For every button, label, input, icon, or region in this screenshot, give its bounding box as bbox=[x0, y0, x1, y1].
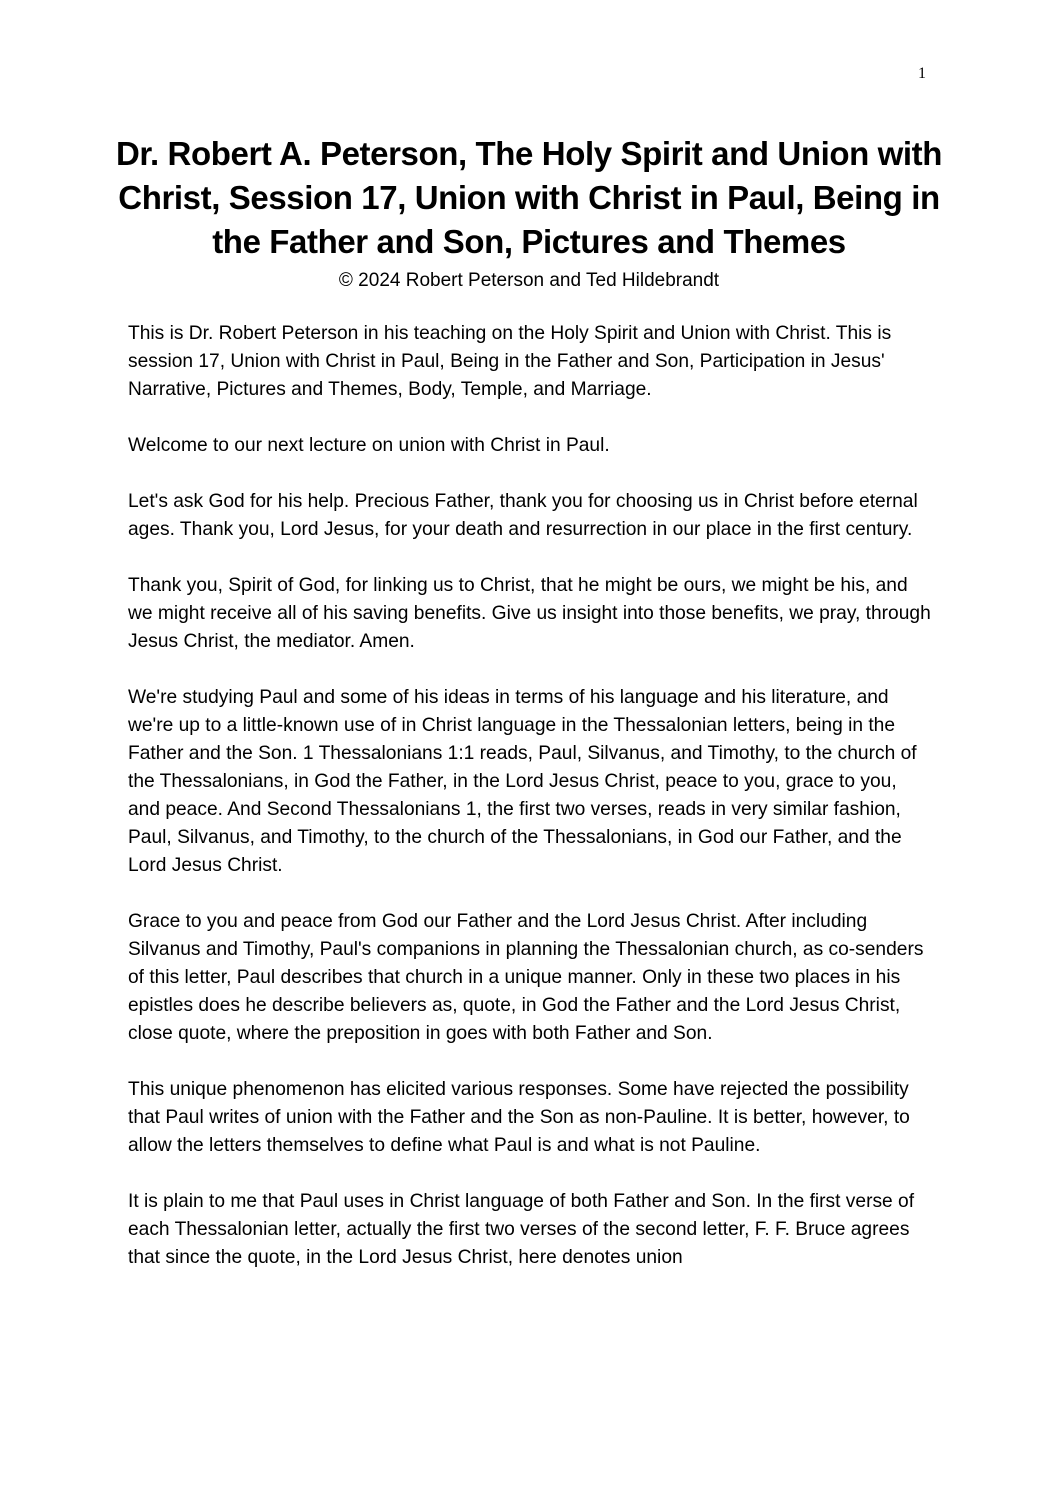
paragraph-grace: Grace to you and peace from God our Father and the Lord Jesus Christ. After including Silvanus and Timothy, Paul's companions in planning the Thessalonian church, as co-senders of this letter, Paul describes that church in a unique manner. Only in these two places in his epistles does he describe believers as, quote, in God the Father and the Lord Jesus Christ, close quote, where the preposition in goes with both Father and Son. bbox=[128, 911, 924, 1044]
paragraph-plain: It is plain to me that Paul uses in Christ language of both Father and Son. In the first verse of each Thessalonian letter, actually the first two verses of the second letter, F. F. Bruce agrees that since the quote, in the Lord Jesus Christ, here denotes union bbox=[128, 1191, 915, 1268]
paragraph-welcome: Welcome to our next lecture on union with Christ in Paul. bbox=[128, 435, 610, 456]
paragraph-thessalonians: We're studying Paul and some of his ideas in terms of his language and his literature, and we're up to a little-known use of in Christ language in the Thessalonian letters, being in the Father and the Son. 1 Thessalonians 1:1 reads, Paul, Silvanus, and Timothy, to the church of the Thessalonians, in God the Father, in the Lord Jesus Christ, peace to you, grace to you, and peace. And Second Thessalonians 1, the first two verses, reads in very similar fashion, Paul, Silvanus, and Timothy, to the church of the Thessalonians, in God our Father, and the Lord Jesus Christ. bbox=[128, 687, 917, 876]
document-title: Dr. Robert A. Peterson, The Holy Spirit and Union with Christ, Session 17, Union with Christ in Paul, Being in the Father and Son, Pictures and Themes bbox=[115, 135, 943, 260]
paragraph-phenomenon: This unique phenomenon has elicited various responses. Some have rejected the possibility that Paul writes of union with the Father and the Son as non-Pauline. It is better, however, to allow the letters themselves to define what Paul is and what is not Pauline. bbox=[128, 1079, 910, 1156]
page-number: 1 bbox=[918, 65, 926, 82]
copyright-notice: © 2024 Robert Peterson and Ted Hildebrandt bbox=[338, 270, 720, 291]
paragraph-intro: This is Dr. Robert Peterson in his teaching on the Holy Spirit and Union with Christ. This is session 17, Union with Christ in Paul, Being in the Father and Son, Participation in Jesus' Narrative, Pictures and Themes, Body, Temple, and Marriage. bbox=[128, 323, 892, 400]
paragraph-prayer: Let's ask God for his help. Precious Father, thank you for choosing us in Christ before eternal ages. Thank you, Lord Jesus, for your death and resurrection in our place in the first century. bbox=[128, 491, 918, 540]
paragraph-prayer-continued: Thank you, Spirit of God, for linking us to Christ, that he might be ours, we might be his, and we might receive all of his saving benefits. Give us insight into those benefits, we pray, through Jesus Christ, the mediator. Amen. bbox=[128, 575, 931, 652]
document-body bbox=[128, 320, 932, 1300]
